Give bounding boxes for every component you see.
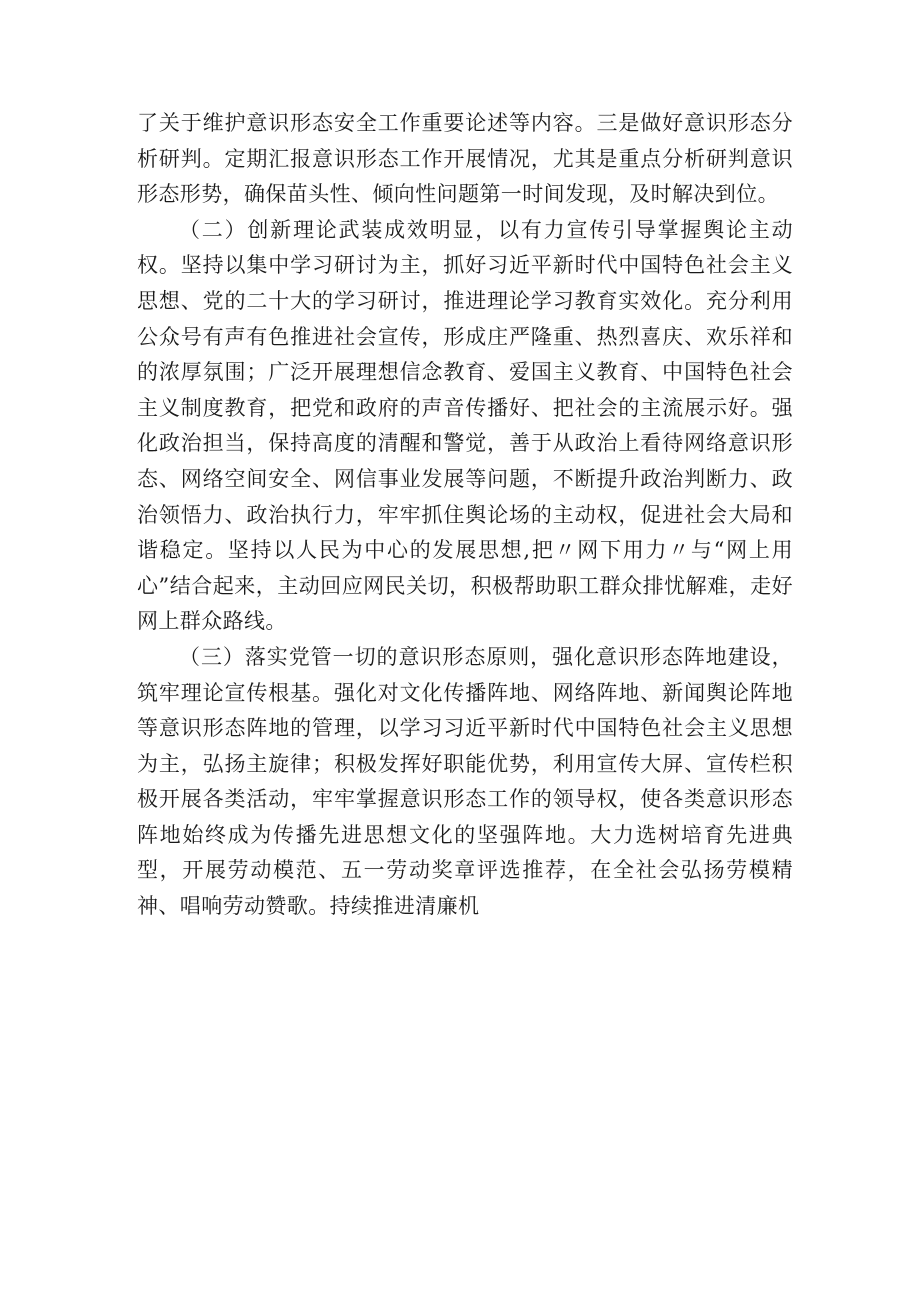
paragraph-continuation: 了关于维护意识形态安全工作重要论述等内容。三是做好意识形态分析研判。定期汇报意识形态工作开展情况，尤其是重点分析研判意识形态形势，确保苗头性、倾向性问题第一时间发现，及时解决到位。 <box>137 111 793 207</box>
paragraph-section-three: （三）落实党管一切的意识形态原则，强化意识形态阵地建设，筑牢理论宣传根基。强化对文化传播阵地、网络阵地、新闻舆论阵地等意识形态阵地的管理，以学习习近平新时代中国特色社会主义思想为主，弘扬主旋律；积极发挥好职能优势，利用宣传大屏、宣传栏积极开展各类活动，牢牢掌握意识形态工作的领导权，使各类意识形态阵地始终成为传播先进思想文化的坚强阵地。大力选树培育先进典型，开展劳动模范、五一劳动奖章评选推荐，在全社会弘扬劳模精神、唱响劳动赞歌。持续推进清廉机 <box>137 644 793 919</box>
document-body <box>137 106 793 925</box>
paragraph-section-two: （二）创新理论武装成效明显，以有力宣传引导掌握舆论主动权。坚持以集中学习研讨为主，抓好习近平新时代中国特色社会主义思想、党的二十大的学习研讨，推进理论学习教育实效化。充分利用公众号有声有色推进社会宣传，形成庄严隆重、热烈喜庆、欢乐祥和的浓厚氛围；广泛开展理想信念教育、爱国主义教育、中国特色社会主义制度教育，把党和政府的声音传播好、把社会的主流展示好。强化政治担当，保持高度的清醒和警觉，善于从政治上看待网络意识形态、网络空间安全、网信事业发展等问题，不断提升政治判断力、政治领悟力、政治执行力，牢牢抓住舆论场的主动权，促进社会大局和谐稳定。坚持以人民为中心的发展思想,把〃网下用力〃与“网上用心”结合起来，主动回应网民关切，积极帮助职工群众排忧解难，走好网上群众路线。 <box>137 217 793 634</box>
